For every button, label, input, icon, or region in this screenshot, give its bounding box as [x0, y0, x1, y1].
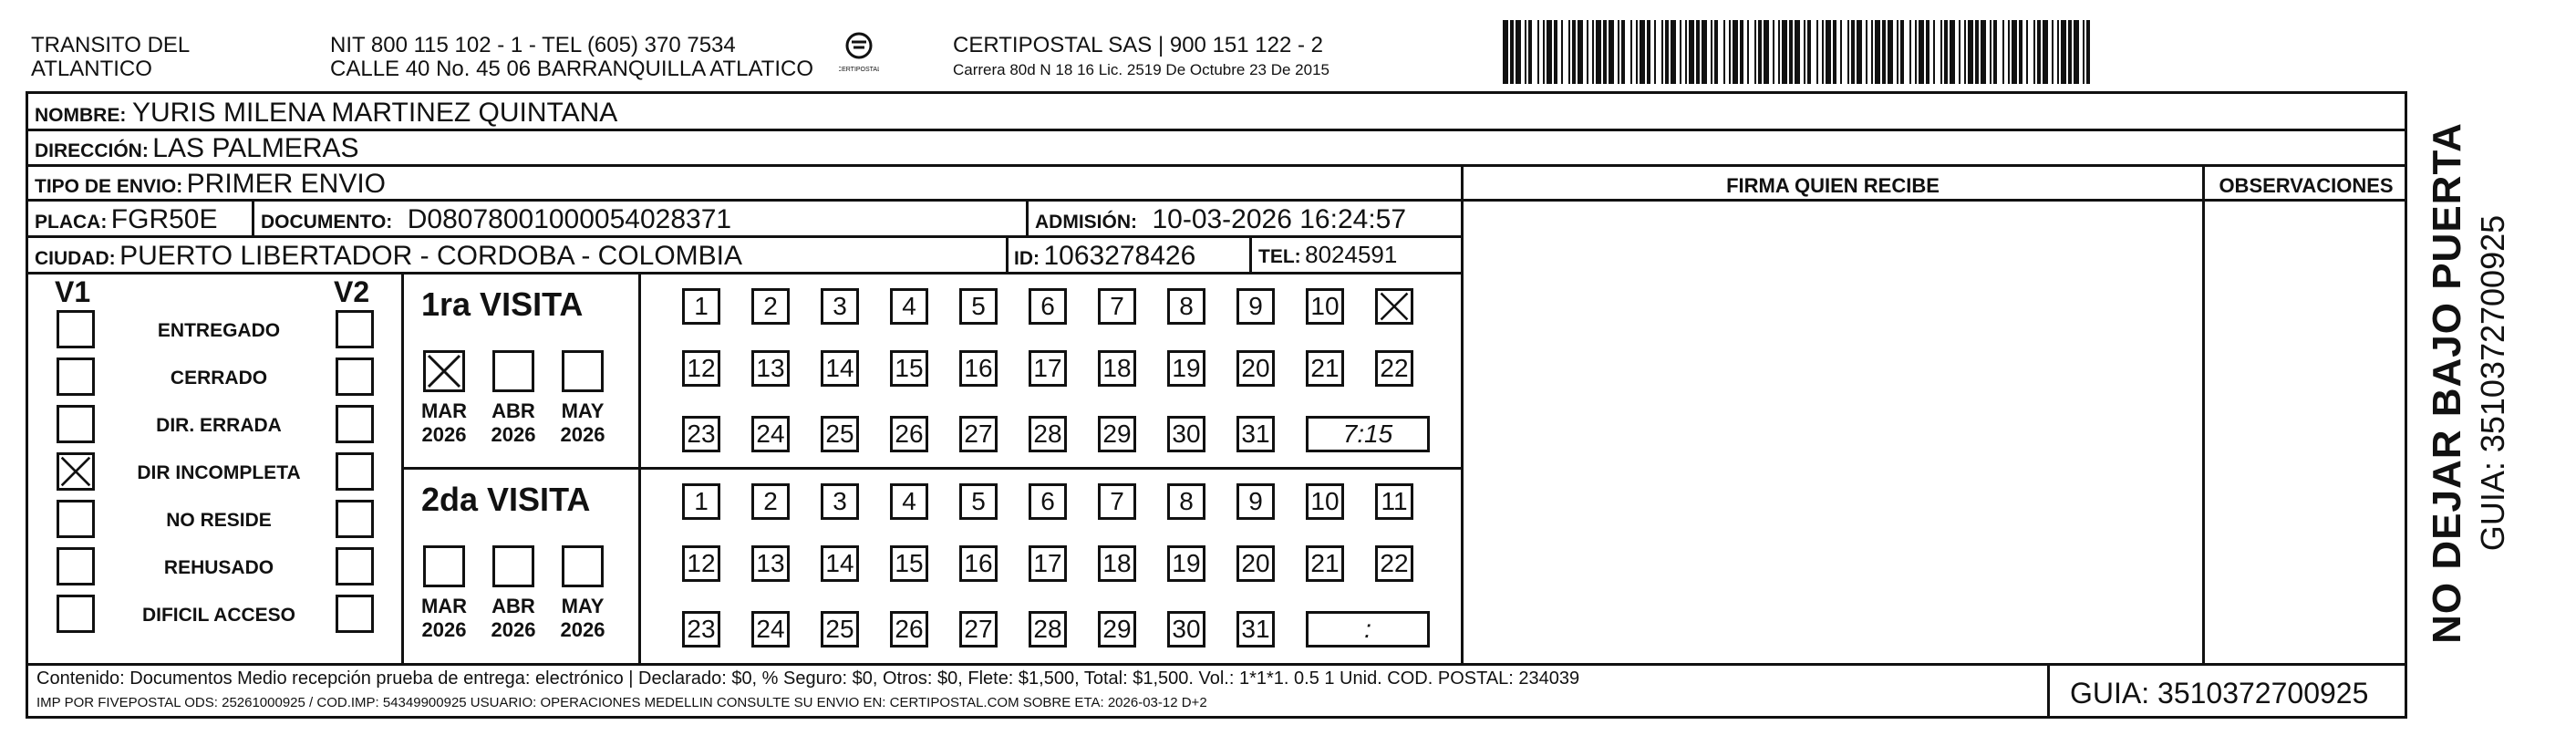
month-label: MAR — [420, 595, 468, 617]
documento-value: D08078001000054028371 — [407, 204, 732, 234]
day-box[interactable]: 2 — [751, 483, 790, 520]
frame-left-line — [26, 91, 28, 719]
admision-value: 10-03-2026 16:24:57 — [1152, 204, 1407, 234]
status-v2-checkbox[interactable] — [336, 405, 374, 443]
admision-divider — [1026, 199, 1029, 237]
status-label: DIFICIL ACCESO — [141, 605, 295, 626]
status-v2-checkbox[interactable] — [336, 310, 374, 348]
guia-box: GUIA: 3510372700925 — [2070, 677, 2369, 710]
day-box[interactable]: 13 — [751, 350, 790, 387]
row-line-5 — [26, 272, 1464, 275]
day-box[interactable]: 22 — [1375, 545, 1413, 582]
day-box[interactable]: 18 — [1098, 545, 1136, 582]
tel-value: 8024591 — [1305, 241, 1398, 268]
day-box[interactable]: 20 — [1236, 545, 1275, 582]
day-box[interactable]: 1 — [682, 288, 720, 325]
day-box[interactable] — [1375, 288, 1413, 325]
status-v1-checkbox[interactable] — [57, 452, 95, 491]
month-year: 2026 — [560, 618, 605, 641]
v1-header: V1 — [55, 275, 91, 308]
recipient-name: YURIS MILENA MARTINEZ QUINTANA — [132, 98, 618, 128]
day-box[interactable]: 16 — [959, 545, 998, 582]
day-box[interactable]: 20 — [1236, 350, 1275, 387]
sender-name-line2: ATLANTICO — [31, 57, 152, 81]
tel-label: TEL: — [1258, 246, 1301, 267]
ciudad-value: PUERTO LIBERTADOR - CORDOBA - COLOMBIA — [119, 241, 743, 271]
nombre-label: NOMBRE: — [35, 105, 127, 126]
side-warning: NO DEJAR BAJO PUERTA — [2425, 122, 2469, 644]
day-box[interactable]: 9 — [1236, 483, 1275, 520]
day-box[interactable]: 8 — [1167, 483, 1205, 520]
day-box[interactable]: 29 — [1098, 611, 1136, 648]
status-label: REHUSADO — [163, 557, 274, 578]
shipment-type: PRIMER ENVIO — [186, 169, 387, 199]
id-label: ID: — [1014, 248, 1040, 269]
day-box[interactable]: 1 — [682, 483, 720, 520]
day-box[interactable]: 3 — [821, 483, 859, 520]
day-box[interactable]: 11 — [1375, 483, 1413, 520]
barcode — [1503, 20, 2105, 84]
status-v2-checkbox[interactable] — [336, 595, 374, 633]
month-label: ABR — [491, 399, 535, 422]
month-label: MAR — [420, 399, 468, 422]
row-line-1 — [26, 129, 2407, 131]
status-v1-checkbox[interactable] — [57, 500, 95, 538]
row-line-2 — [26, 164, 2407, 167]
day-box[interactable]: 17 — [1029, 350, 1067, 387]
ciudad-label: CIUDAD: — [35, 248, 116, 269]
day-box[interactable]: 5 — [959, 483, 998, 520]
documento-label: DOCUMENTO: — [261, 212, 393, 233]
day-box[interactable]: 14 — [821, 545, 859, 582]
sender-name-line1: TRANSITO DEL — [31, 33, 191, 57]
day-box[interactable]: 26 — [890, 416, 928, 452]
day-box[interactable]: 18 — [1098, 350, 1136, 387]
firma-header: FIRMA QUIEN RECIBE — [1726, 174, 1940, 197]
month-label: MAY — [561, 595, 605, 617]
day-box[interactable]: 23 — [682, 611, 720, 648]
frame-bottom-line — [26, 716, 2407, 719]
status-label: DIR INCOMPLETA — [137, 462, 301, 483]
month-label: ABR — [491, 595, 535, 617]
courier-name: CERTIPOSTAL SAS | 900 151 122 - 2 — [953, 33, 1323, 57]
month-checkbox[interactable] — [492, 545, 534, 587]
day-box[interactable]: 7 — [1098, 483, 1136, 520]
day-box[interactable]: 6 — [1029, 288, 1067, 325]
month-label: MAY — [561, 399, 605, 422]
day-box[interactable]: 13 — [751, 545, 790, 582]
courier-license: Carrera 80d N 18 16 Lic. 2519 De Octubre 23 De 2015 — [953, 61, 1329, 78]
placa-value: FGR50E — [110, 204, 218, 234]
status-v2-checkbox[interactable] — [336, 357, 374, 396]
month-year: 2026 — [421, 423, 467, 446]
month-checkbox[interactable] — [492, 350, 534, 392]
month-checkbox[interactable] — [423, 545, 465, 587]
v2-header: V2 — [334, 275, 370, 308]
day-box[interactable]: 22 — [1375, 350, 1413, 387]
tel-divider — [1249, 235, 1252, 274]
month-year: 2026 — [491, 618, 536, 641]
status-label: DIR. ERRADA — [156, 415, 282, 436]
direccion-label: DIRECCIÓN: — [35, 140, 149, 161]
guia-box-divider — [2047, 663, 2050, 719]
day-box[interactable]: 21 — [1306, 350, 1344, 387]
status-v1-checkbox[interactable] — [57, 310, 95, 348]
day-box[interactable]: 15 — [890, 350, 928, 387]
month-year: 2026 — [560, 423, 605, 446]
month-year: 2026 — [491, 423, 536, 446]
day-box[interactable]: 7 — [1098, 288, 1136, 325]
recipient-address: LAS PALMERAS — [152, 133, 359, 163]
day-box[interactable]: 12 — [682, 350, 720, 387]
side-guia: GUIA: 3510372700925 — [2474, 214, 2511, 552]
day-box[interactable]: 27 — [959, 416, 998, 452]
status-label: NO RESIDE — [166, 510, 272, 531]
day-box[interactable]: 26 — [890, 611, 928, 648]
id-divider — [1006, 235, 1009, 274]
frame-footer-line — [26, 663, 2407, 666]
status-v2-checkbox[interactable] — [336, 452, 374, 491]
day-box[interactable]: 19 — [1167, 350, 1205, 387]
barcode-bar — [2090, 20, 2095, 84]
status-v1-checkbox[interactable] — [57, 595, 95, 633]
observaciones-column-line — [2202, 164, 2205, 666]
status-v2-checkbox[interactable] — [336, 547, 374, 585]
day-box[interactable]: 19 — [1167, 545, 1205, 582]
placa-label: PLACA: — [35, 212, 108, 233]
day-box[interactable]: 10 — [1306, 483, 1344, 520]
day-box[interactable]: 3 — [821, 288, 859, 325]
admision-label: ADMISIÓN: — [1035, 212, 1137, 233]
id-value: 1063278426 — [1043, 241, 1196, 271]
month-checkbox[interactable] — [562, 545, 604, 587]
day-box[interactable]: 25 — [821, 416, 859, 452]
firma-column-line — [1461, 164, 1464, 666]
day-box[interactable]: 6 — [1029, 483, 1067, 520]
row-line-3 — [26, 199, 2407, 202]
day-box[interactable]: 27 — [959, 611, 998, 648]
day-box[interactable]: 23 — [682, 416, 720, 452]
cross-mark-icon — [426, 353, 462, 389]
day-box[interactable]: 31 — [1236, 611, 1275, 648]
day-box[interactable]: 12 — [682, 545, 720, 582]
day-box[interactable]: 17 — [1029, 545, 1067, 582]
sender-nit: NIT 800 115 102 - 1 - TEL (605) 370 7534 — [330, 33, 736, 57]
day-box[interactable]: 14 — [821, 350, 859, 387]
status-v1-checkbox[interactable] — [57, 405, 95, 443]
day-box[interactable]: 31 — [1236, 416, 1275, 452]
day-box[interactable]: 4 — [890, 483, 928, 520]
day-box[interactable]: 28 — [1029, 611, 1067, 648]
day-box[interactable]: 15 — [890, 545, 928, 582]
day-box[interactable]: 8 — [1167, 288, 1205, 325]
status-v2-checkbox[interactable] — [336, 500, 374, 538]
day-box[interactable]: 2 — [751, 288, 790, 325]
status-v1-checkbox[interactable] — [57, 357, 95, 396]
day-box[interactable]: 9 — [1236, 288, 1275, 325]
month-checkbox[interactable] — [562, 350, 604, 392]
placa-divider — [252, 199, 254, 237]
visit-divider — [401, 467, 1464, 470]
day-box[interactable]: 10 — [1306, 288, 1344, 325]
day-box[interactable]: 21 — [1306, 545, 1344, 582]
row-line-4 — [26, 235, 1464, 238]
day-box[interactable]: 16 — [959, 350, 998, 387]
cross-mark-icon — [59, 455, 92, 488]
observaciones-header: OBSERVACIONES — [2219, 174, 2394, 197]
status-label: ENTREGADO — [157, 320, 281, 341]
day-box[interactable]: 24 — [751, 611, 790, 648]
day-box[interactable]: 29 — [1098, 416, 1136, 452]
day-box[interactable]: 24 — [751, 416, 790, 452]
certipostal-logo — [839, 31, 879, 77]
contents-line: Contenido: Documentos Medio recepción prueba de entrega: electrónico | Declarado: $0, % Seguro: $0, Otros: $0, Flete: $1,500, Total: $1,500. Vol.: 1*1*1. 0.5 1 Unid. COD. POSTAL: 234039 — [36, 668, 1580, 689]
day-box[interactable]: 28 — [1029, 416, 1067, 452]
status-label: CERRADO — [170, 368, 268, 389]
visit-title: 1ra VISITA — [421, 285, 584, 323]
cross-mark-icon — [1378, 291, 1411, 322]
logo-wordmark: CERTIPOSTAL — [839, 67, 879, 73]
certipostal-logo-icon — [839, 31, 879, 77]
time-box[interactable]: : — [1306, 611, 1430, 648]
month-year: 2026 — [421, 618, 467, 641]
visit-title: 2da VISITA — [421, 481, 591, 518]
day-box[interactable]: 5 — [959, 288, 998, 325]
day-box[interactable]: 30 — [1167, 416, 1205, 452]
day-box[interactable]: 4 — [890, 288, 928, 325]
day-box[interactable]: 25 — [821, 611, 859, 648]
day-box[interactable]: 30 — [1167, 611, 1205, 648]
tipo-envio-label: TIPO DE ENVIO: — [35, 176, 183, 197]
frame-top-line — [26, 91, 2407, 94]
imp-line: IMP POR FIVEPOSTAL ODS: 25261000925 / COD.IMP: 54349900925 USUARIO: OPERACIONES MEDELLIN CONSULTE SU ENVIO EN: CERTIPOSTAL.COM SOBRE ETA: 2026-03-12 D+2 — [36, 695, 1207, 710]
sender-address: CALLE 40 No. 45 06 BARRANQUILLA ATLATICO — [330, 57, 814, 81]
time-box[interactable]: 7:15 — [1306, 416, 1430, 452]
month-checkbox[interactable] — [423, 350, 465, 392]
status-v1-checkbox[interactable] — [57, 547, 95, 585]
